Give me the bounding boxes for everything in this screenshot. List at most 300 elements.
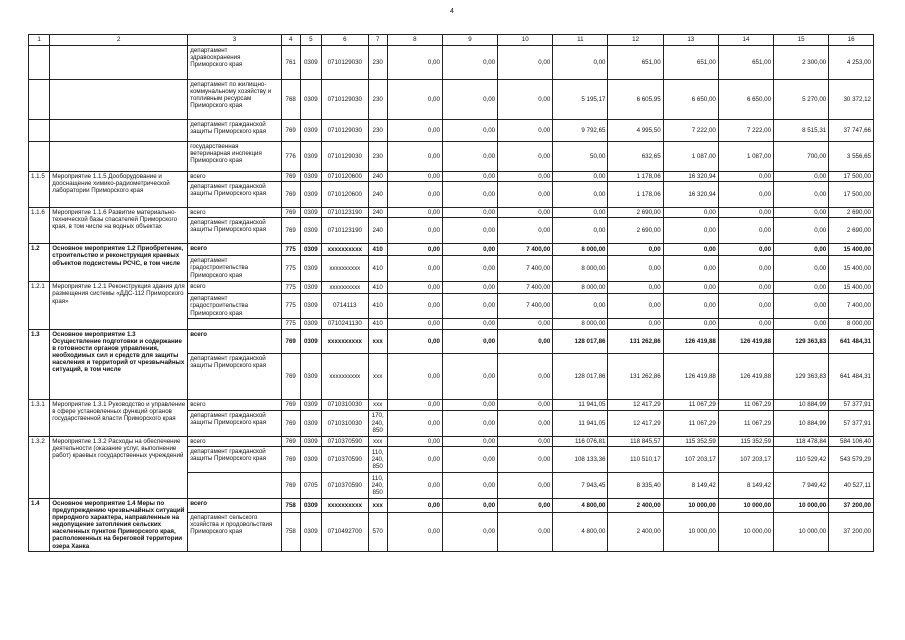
amount-cell: 0,00 — [442, 142, 497, 172]
amount-cell: 7 949,42 — [774, 472, 829, 498]
amount-cell: 0,00 — [498, 512, 553, 551]
amount-cell: 0,00 — [387, 410, 442, 436]
grbs-cell: 769 — [281, 218, 300, 244]
grbs-cell: 769 — [281, 172, 300, 182]
amount-cell: 0,00 — [774, 182, 829, 208]
target-article-cell: 0710129030 — [321, 46, 368, 80]
amount-cell: 4 253,00 — [829, 46, 874, 80]
target-article-cell: xxxxxxxxxx — [321, 244, 368, 256]
item-name-cell: Основное мероприятие 1.3 Осуществление подготовки и содержание в готовности органов управления, необходимых сил и средств для защиты населения и территорий от чрезвычайных ситуаций, в том числе — [50, 329, 188, 399]
amount-cell: 30 372,12 — [829, 80, 874, 120]
amount-cell: 0,00 — [774, 172, 829, 182]
item-number-cell: 1.1.6 — [29, 208, 50, 244]
section-cell: 0309 — [300, 46, 321, 80]
amount-cell: 0,00 — [498, 208, 553, 218]
expense-type-cell: 570 — [368, 512, 387, 551]
amount-cell: 632,65 — [608, 142, 663, 172]
amount-cell: 0,00 — [387, 142, 442, 172]
item-name-cell — [50, 142, 188, 172]
executor-cell: департамент сельского хозяйства и продовольствия Приморского края — [188, 512, 281, 551]
amount-cell: 0,00 — [663, 294, 718, 318]
section-cell: 0309 — [300, 244, 321, 256]
amount-cell: 0,00 — [442, 329, 497, 353]
amount-cell: 110 529,42 — [774, 446, 829, 472]
grbs-cell: 769 — [281, 182, 300, 208]
column-header: 13 — [663, 35, 718, 46]
expense-type-cell: 240 — [368, 218, 387, 244]
item-name-cell: Мероприятие 1.2.1 Реконструкция здания для размещения системы «ДДС-112 Приморского края» — [50, 282, 188, 329]
amount-cell: 641 484,31 — [829, 329, 874, 353]
amount-cell: 7 400,00 — [498, 244, 553, 256]
amount-cell: 0,00 — [387, 353, 442, 399]
table-row — [29, 436, 874, 446]
table-row — [29, 329, 874, 353]
amount-cell: 0,00 — [498, 498, 553, 512]
amount-cell: 0,00 — [387, 399, 442, 410]
item-number-cell — [29, 120, 50, 142]
amount-cell: 118 845,57 — [608, 436, 663, 446]
item-number-cell: 1.2 — [29, 244, 50, 282]
amount-cell: 0,00 — [774, 282, 829, 294]
amount-cell: 8 000,00 — [553, 256, 608, 282]
amount-cell: 0,00 — [553, 294, 608, 318]
amount-cell: 0,00 — [442, 436, 497, 446]
executor-cell: всего — [188, 498, 281, 512]
executor-cell: всего — [188, 436, 281, 446]
amount-cell: 0,00 — [387, 244, 442, 256]
amount-cell: 0,00 — [498, 142, 553, 172]
amount-cell: 8 000,00 — [553, 244, 608, 256]
amount-cell: 6 650,00 — [663, 80, 718, 120]
table-row — [29, 80, 874, 120]
amount-cell: 2 690,00 — [608, 218, 663, 244]
amount-cell: 0,00 — [387, 208, 442, 218]
target-article-cell: 0714113 — [321, 294, 368, 318]
section-cell: 0309 — [300, 329, 321, 353]
executor-cell: всего — [188, 329, 281, 353]
amount-cell: 0,00 — [387, 436, 442, 446]
grbs-cell: 769 — [281, 472, 300, 498]
amount-cell: 0,00 — [498, 472, 553, 498]
amount-cell: 0,00 — [663, 218, 718, 244]
target-article-cell: 0710310030 — [321, 410, 368, 436]
executor-cell: государственная ветеринарная инспекция Приморского края — [188, 142, 281, 172]
grbs-cell: 769 — [281, 436, 300, 446]
table-row — [29, 498, 874, 512]
section-cell: 0309 — [300, 282, 321, 294]
amount-cell: 11 067,29 — [718, 410, 773, 436]
amount-cell: 0,00 — [553, 218, 608, 244]
amount-cell: 1 087,00 — [663, 142, 718, 172]
executor-cell: всего — [188, 282, 281, 294]
executor-cell: департамент гражданской защиты Приморского края — [188, 218, 281, 244]
section-cell: 0309 — [300, 172, 321, 182]
amount-cell: 1 087,00 — [718, 142, 773, 172]
amount-cell: 0,00 — [442, 208, 497, 218]
amount-cell: 10 000,00 — [774, 512, 829, 551]
amount-cell: 110 510,17 — [608, 446, 663, 472]
amount-cell: 16 320,94 — [663, 182, 718, 208]
executor-cell — [188, 318, 281, 329]
expense-type-cell: 230 — [368, 120, 387, 142]
section-cell: 0309 — [300, 512, 321, 551]
amount-cell: 543 579,29 — [829, 446, 874, 472]
section-cell: 0309 — [300, 399, 321, 410]
expense-type-cell: 230 — [368, 46, 387, 80]
expense-type-cell: 410 — [368, 294, 387, 318]
amount-cell: 0,00 — [442, 446, 497, 472]
section-cell: 0309 — [300, 294, 321, 318]
grbs-cell: 769 — [281, 410, 300, 436]
section-cell: 0309 — [300, 80, 321, 120]
table-row — [29, 142, 874, 172]
amount-cell: 0,00 — [718, 294, 773, 318]
executor-cell: департамент гражданской защиты Приморского края — [188, 353, 281, 399]
section-cell: 0309 — [300, 182, 321, 208]
amount-cell: 11 067,29 — [663, 399, 718, 410]
amount-cell: 7 400,00 — [498, 282, 553, 294]
amount-cell: 0,00 — [387, 256, 442, 282]
amount-cell: 0,00 — [442, 410, 497, 436]
amount-cell: 0,00 — [608, 256, 663, 282]
expense-type-cell: xxx — [368, 329, 387, 353]
section-cell: 0309 — [300, 218, 321, 244]
item-number-cell: 1.3 — [29, 329, 50, 399]
item-name-cell — [50, 46, 188, 80]
grbs-cell: 769 — [281, 120, 300, 142]
amount-cell: 1 178,06 — [608, 182, 663, 208]
amount-cell: 15 400,00 — [829, 282, 874, 294]
amount-cell: 5 195,17 — [553, 80, 608, 120]
amount-cell: 0,00 — [387, 318, 442, 329]
amount-cell: 0,00 — [774, 218, 829, 244]
expense-type-cell: 230 — [368, 80, 387, 120]
grbs-cell: 775 — [281, 244, 300, 256]
item-number-cell: 1.1.5 — [29, 172, 50, 208]
amount-cell: 5 270,00 — [774, 80, 829, 120]
column-header: 5 — [300, 35, 321, 46]
amount-cell: 131 262,86 — [608, 353, 663, 399]
amount-cell: 131 262,86 — [608, 329, 663, 353]
amount-cell: 0,00 — [718, 218, 773, 244]
executor-cell: департамент гражданской защиты Приморского края — [188, 120, 281, 142]
column-header: 7 — [368, 35, 387, 46]
expense-type-cell: 230 — [368, 142, 387, 172]
amount-cell: 0,00 — [442, 318, 497, 329]
grbs-cell: 768 — [281, 80, 300, 120]
item-number-cell — [29, 46, 50, 80]
amount-cell: 17 500,00 — [829, 172, 874, 182]
expense-type-cell: 110, 240, 850 — [368, 472, 387, 498]
amount-cell: 0,00 — [387, 282, 442, 294]
section-cell: 0309 — [300, 208, 321, 218]
page-number: 4 — [450, 8, 454, 15]
section-cell: 0705 — [300, 472, 321, 498]
grbs-cell: 775 — [281, 318, 300, 329]
section-cell: 0309 — [300, 256, 321, 282]
amount-cell: 40 527,11 — [829, 472, 874, 498]
grbs-cell: 769 — [281, 446, 300, 472]
amount-cell: 126 419,88 — [663, 353, 718, 399]
executor-cell: департамент градостроительства Приморского края — [188, 294, 281, 318]
column-header: 2 — [50, 35, 188, 46]
amount-cell: 0,00 — [718, 282, 773, 294]
executor-cell: всего — [188, 172, 281, 182]
amount-cell: 10 884,99 — [774, 399, 829, 410]
amount-cell: 0,00 — [442, 399, 497, 410]
target-article-cell: 0710129030 — [321, 120, 368, 142]
expense-type-cell: 240 — [368, 182, 387, 208]
amount-cell: 118 478,84 — [774, 436, 829, 446]
amount-cell: 10 000,00 — [718, 512, 773, 551]
amount-cell: 0,00 — [553, 172, 608, 182]
amount-cell: 0,00 — [498, 318, 553, 329]
amount-cell: 11 067,29 — [718, 399, 773, 410]
amount-cell: 11 941,05 — [553, 399, 608, 410]
amount-cell: 7 400,00 — [829, 294, 874, 318]
amount-cell: 0,00 — [774, 294, 829, 318]
amount-cell: 0,00 — [774, 256, 829, 282]
column-header: 16 — [829, 35, 874, 46]
item-name-cell: Мероприятие 1.3.2 Расходы на обеспечение деятельности (оказание услуг, выполнение работ) краевых государственных учреждений — [50, 436, 188, 498]
amount-cell: 37 200,00 — [829, 498, 874, 512]
amount-cell: 0,00 — [718, 208, 773, 218]
column-header: 14 — [718, 35, 773, 46]
executor-cell: всего — [188, 208, 281, 218]
amount-cell: 0,00 — [498, 353, 553, 399]
amount-cell: 0,00 — [442, 218, 497, 244]
target-article-cell: xxxxxxxxxx — [321, 282, 368, 294]
amount-cell: 37 200,00 — [829, 512, 874, 551]
amount-cell: 0,00 — [498, 436, 553, 446]
amount-cell: 6 605,95 — [608, 80, 663, 120]
expense-type-cell: 410 — [368, 256, 387, 282]
item-name-cell: Мероприятие 1.1.5 Дооборудование и дооснащение химико-радиометрической лаборатории Приморского края — [50, 172, 188, 208]
target-article-cell: 0710492700 — [321, 512, 368, 551]
amount-cell: 700,00 — [774, 142, 829, 172]
target-article-cell: 0710241130 — [321, 318, 368, 329]
amount-cell: 0,00 — [718, 172, 773, 182]
amount-cell: 0,00 — [718, 244, 773, 256]
item-name-cell: Мероприятие 1.3.1 Руководство и управление в сфере установленных функций органов государственной власти Приморского края — [50, 399, 188, 436]
section-cell: 0309 — [300, 353, 321, 399]
amount-cell: 17 500,00 — [829, 182, 874, 208]
amount-cell: 0,00 — [498, 172, 553, 182]
column-header: 11 — [553, 35, 608, 46]
amount-cell: 0,00 — [387, 446, 442, 472]
amount-cell: 651,00 — [608, 46, 663, 80]
amount-cell: 8 000,00 — [553, 318, 608, 329]
amount-cell: 50,00 — [553, 142, 608, 172]
amount-cell: 57 377,91 — [829, 399, 874, 410]
item-name-cell: Основное мероприятие 1.2 Приобретение, строительство и реконструкция краевых объектов подсистемы РСЧС, в том числе — [50, 244, 188, 282]
expense-type-cell: xxx — [368, 399, 387, 410]
amount-cell: 0,00 — [498, 80, 553, 120]
amount-cell: 16 320,94 — [663, 172, 718, 182]
expense-type-cell: 240 — [368, 208, 387, 218]
amount-cell: 9 792,65 — [553, 120, 608, 142]
target-article-cell: xxxxxxxxxx — [321, 353, 368, 399]
amount-cell: 2 690,00 — [829, 218, 874, 244]
amount-cell: 0,00 — [774, 208, 829, 218]
executor-cell: департамент гражданской защиты Приморского края — [188, 446, 281, 472]
amount-cell: 0,00 — [387, 182, 442, 208]
amount-cell: 0,00 — [663, 256, 718, 282]
amount-cell: 11 941,05 — [553, 410, 608, 436]
amount-cell: 37 747,66 — [829, 120, 874, 142]
column-header: 9 — [442, 35, 497, 46]
amount-cell: 15 400,00 — [829, 256, 874, 282]
amount-cell: 0,00 — [387, 120, 442, 142]
amount-cell: 0,00 — [718, 318, 773, 329]
amount-cell: 0,00 — [498, 182, 553, 208]
target-article-cell: 0710129030 — [321, 142, 368, 172]
grbs-cell: 769 — [281, 329, 300, 353]
executor-cell: департамент градостроительства Приморского края — [188, 256, 281, 282]
amount-cell: 0,00 — [498, 218, 553, 244]
amount-cell: 4 995,50 — [608, 120, 663, 142]
amount-cell: 7 400,00 — [498, 294, 553, 318]
item-number-cell: 1.3.2 — [29, 436, 50, 498]
executor-cell — [188, 472, 281, 498]
amount-cell: 1 178,06 — [608, 172, 663, 182]
table-row — [29, 46, 874, 80]
amount-cell: 57 377,91 — [829, 410, 874, 436]
amount-cell: 0,00 — [442, 282, 497, 294]
expense-type-cell: 240 — [368, 172, 387, 182]
amount-cell: 0,00 — [663, 208, 718, 218]
amount-cell: 0,00 — [498, 120, 553, 142]
budget-table — [28, 34, 874, 552]
executor-cell: всего — [188, 399, 281, 410]
section-cell: 0309 — [300, 120, 321, 142]
expense-type-cell: xxx — [368, 353, 387, 399]
amount-cell: 0,00 — [498, 410, 553, 436]
amount-cell: 0,00 — [608, 294, 663, 318]
amount-cell: 0,00 — [442, 256, 497, 282]
executor-cell: департамент гражданской защиты Приморского края — [188, 182, 281, 208]
amount-cell: 129 363,83 — [774, 353, 829, 399]
target-article-cell: 0710123190 — [321, 208, 368, 218]
amount-cell: 7 222,00 — [663, 120, 718, 142]
amount-cell: 107 203,17 — [718, 446, 773, 472]
grbs-cell: 769 — [281, 353, 300, 399]
amount-cell: 11 067,29 — [663, 410, 718, 436]
amount-cell: 2 400,00 — [608, 512, 663, 551]
amount-cell: 0,00 — [498, 46, 553, 80]
amount-cell: 126 419,88 — [718, 353, 773, 399]
table-row — [29, 399, 874, 410]
amount-cell: 0,00 — [387, 294, 442, 318]
section-cell: 0309 — [300, 498, 321, 512]
target-article-cell: 0710129030 — [321, 80, 368, 120]
header-row — [29, 35, 874, 46]
executor-cell: департамент гражданской защиты Приморского края — [188, 410, 281, 436]
amount-cell: 0,00 — [442, 182, 497, 208]
amount-cell: 0,00 — [442, 353, 497, 399]
item-number-cell: 1.4 — [29, 498, 50, 551]
amount-cell: 4 800,00 — [553, 512, 608, 551]
column-header: 12 — [608, 35, 663, 46]
amount-cell: 0,00 — [608, 282, 663, 294]
item-name-cell — [50, 120, 188, 142]
amount-cell: 7 943,45 — [553, 472, 608, 498]
amount-cell: 0,00 — [718, 182, 773, 208]
grbs-cell: 761 — [281, 46, 300, 80]
target-article-cell: 0710310030 — [321, 399, 368, 410]
amount-cell: 0,00 — [442, 472, 497, 498]
expense-type-cell: 170, 240, 850 — [368, 410, 387, 436]
executor-cell: департамент по жилищно-коммунальному хозяйству и топливным ресурсам Приморского края — [188, 80, 281, 120]
table-row — [29, 172, 874, 182]
amount-cell: 0,00 — [387, 172, 442, 182]
column-header: 1 — [29, 35, 50, 46]
amount-cell: 10 000,00 — [663, 498, 718, 512]
amount-cell: 0,00 — [442, 244, 497, 256]
amount-cell: 2 300,00 — [774, 46, 829, 80]
amount-cell: 0,00 — [387, 329, 442, 353]
amount-cell: 0,00 — [387, 46, 442, 80]
column-header: 3 — [188, 35, 281, 46]
expense-type-cell: xxx — [368, 498, 387, 512]
amount-cell: 0,00 — [442, 498, 497, 512]
amount-cell: 6 650,00 — [718, 80, 773, 120]
amount-cell: 8 335,40 — [608, 472, 663, 498]
item-name-cell: Основное мероприятие 1.4 Меры по предупреждению чрезвычайных ситуаций природного характера, направленные на недопущение затопления сельских населенных пунктов Приморского края, расположенных на береговой территории озера Ханка — [50, 498, 188, 551]
amount-cell: 0,00 — [442, 120, 497, 142]
grbs-cell: 758 — [281, 498, 300, 512]
target-article-cell: xxxxxxxxxx — [321, 498, 368, 512]
target-article-cell: 0710370590 — [321, 472, 368, 498]
amount-cell: 0,00 — [442, 512, 497, 551]
amount-cell: 7 400,00 — [498, 256, 553, 282]
executor-cell: департамент здравоохранения Приморского края — [188, 46, 281, 80]
table-row — [29, 120, 874, 142]
grbs-cell: 775 — [281, 256, 300, 282]
amount-cell: 0,00 — [442, 294, 497, 318]
amount-cell: 10 000,00 — [774, 498, 829, 512]
amount-cell: 8 149,42 — [663, 472, 718, 498]
section-cell: 0309 — [300, 142, 321, 172]
amount-cell: 0,00 — [387, 80, 442, 120]
amount-cell: 0,00 — [498, 399, 553, 410]
executor-cell: всего — [188, 244, 281, 256]
amount-cell: 0,00 — [663, 282, 718, 294]
amount-cell: 0,00 — [553, 46, 608, 80]
amount-cell: 0,00 — [387, 472, 442, 498]
amount-cell: 651,00 — [663, 46, 718, 80]
amount-cell: 0,00 — [663, 318, 718, 329]
amount-cell: 129 363,83 — [774, 329, 829, 353]
target-article-cell: 0710370590 — [321, 446, 368, 472]
amount-cell: 0,00 — [553, 208, 608, 218]
grbs-cell: 758 — [281, 512, 300, 551]
grbs-cell: 775 — [281, 294, 300, 318]
amount-cell: 115 352,59 — [718, 436, 773, 446]
amount-cell: 0,00 — [718, 256, 773, 282]
amount-cell: 15 400,00 — [829, 244, 874, 256]
amount-cell: 108 133,36 — [553, 446, 608, 472]
amount-cell: 116 076,81 — [553, 436, 608, 446]
amount-cell: 107 203,17 — [663, 446, 718, 472]
amount-cell: 8 000,00 — [829, 318, 874, 329]
amount-cell: 8 149,42 — [718, 472, 773, 498]
amount-cell: 2 690,00 — [829, 208, 874, 218]
grbs-cell: 769 — [281, 208, 300, 218]
column-header: 8 — [387, 35, 442, 46]
amount-cell: 0,00 — [442, 46, 497, 80]
table-row — [29, 208, 874, 218]
